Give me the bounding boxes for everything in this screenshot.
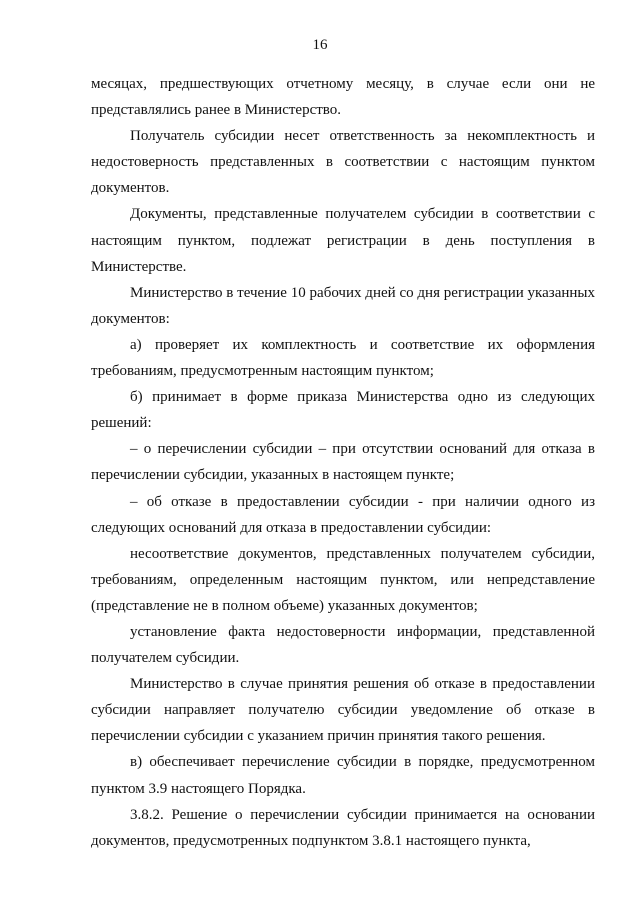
paragraph: несоответствие документов, представленных получателем субсидии, требованиям, определенным настоящим пунктом, или непредставление (представление не в полном объеме) указанных документов; [91, 545, 595, 614]
paragraph: в) обеспечивает перечисление субсидии в порядке, предусмотренном пунктом 3.9 настоящего Порядка. [91, 754, 595, 797]
paragraph: – о перечислении субсидии – при отсутствии оснований для отказа в перечислении субсидии, указанных в настоящем пункте; [91, 441, 595, 484]
paragraph: месяцах, предшествующих отчетному месяцу, в случае если они не представлялись ранее в Министерство. [91, 76, 595, 119]
paragraph: б) принимает в форме приказа Министерства одно из следующих решений: [91, 389, 595, 432]
paragraph: Министерство в случае принятия решения об отказе в предоставлении субсидии направляет получателю субсидии уведомление об отказе в перечислении субсидии с указанием причин принятия такого решения. [91, 676, 595, 745]
paragraph: Получатель субсидии несет ответственность за некомплектность и недостоверность представленных в соответствии с настоящим пунктом документов. [91, 128, 595, 197]
page-number: 16 [312, 37, 328, 53]
paragraph: – об отказе в предоставлении субсидии - при наличии одного из следующих оснований для отказа в предоставлении субсидии: [91, 493, 595, 536]
paragraph: Документы, представленные получателем субсидии в соответствии с настоящим пунктом, подлежат регистрации в день поступления в Министерстве. [91, 206, 595, 275]
paragraph: а) проверяет их комплектность и соответствие их оформления требованиям, предусмотренным настоящим пунктом; [91, 336, 595, 380]
paragraph: Министерство в течение 10 рабочих дней со дня регистрации указанных документов: [91, 284, 595, 327]
paragraph: установление факта недостоверности информации, представленной получателем субсидии. [91, 623, 595, 667]
body-text [91, 71, 595, 854]
paragraph: 3.8.2. Решение о перечислении субсидии принимается на основании документов, предусмотренных подпунктом 3.8.1 настоящего пункта, [91, 806, 595, 849]
